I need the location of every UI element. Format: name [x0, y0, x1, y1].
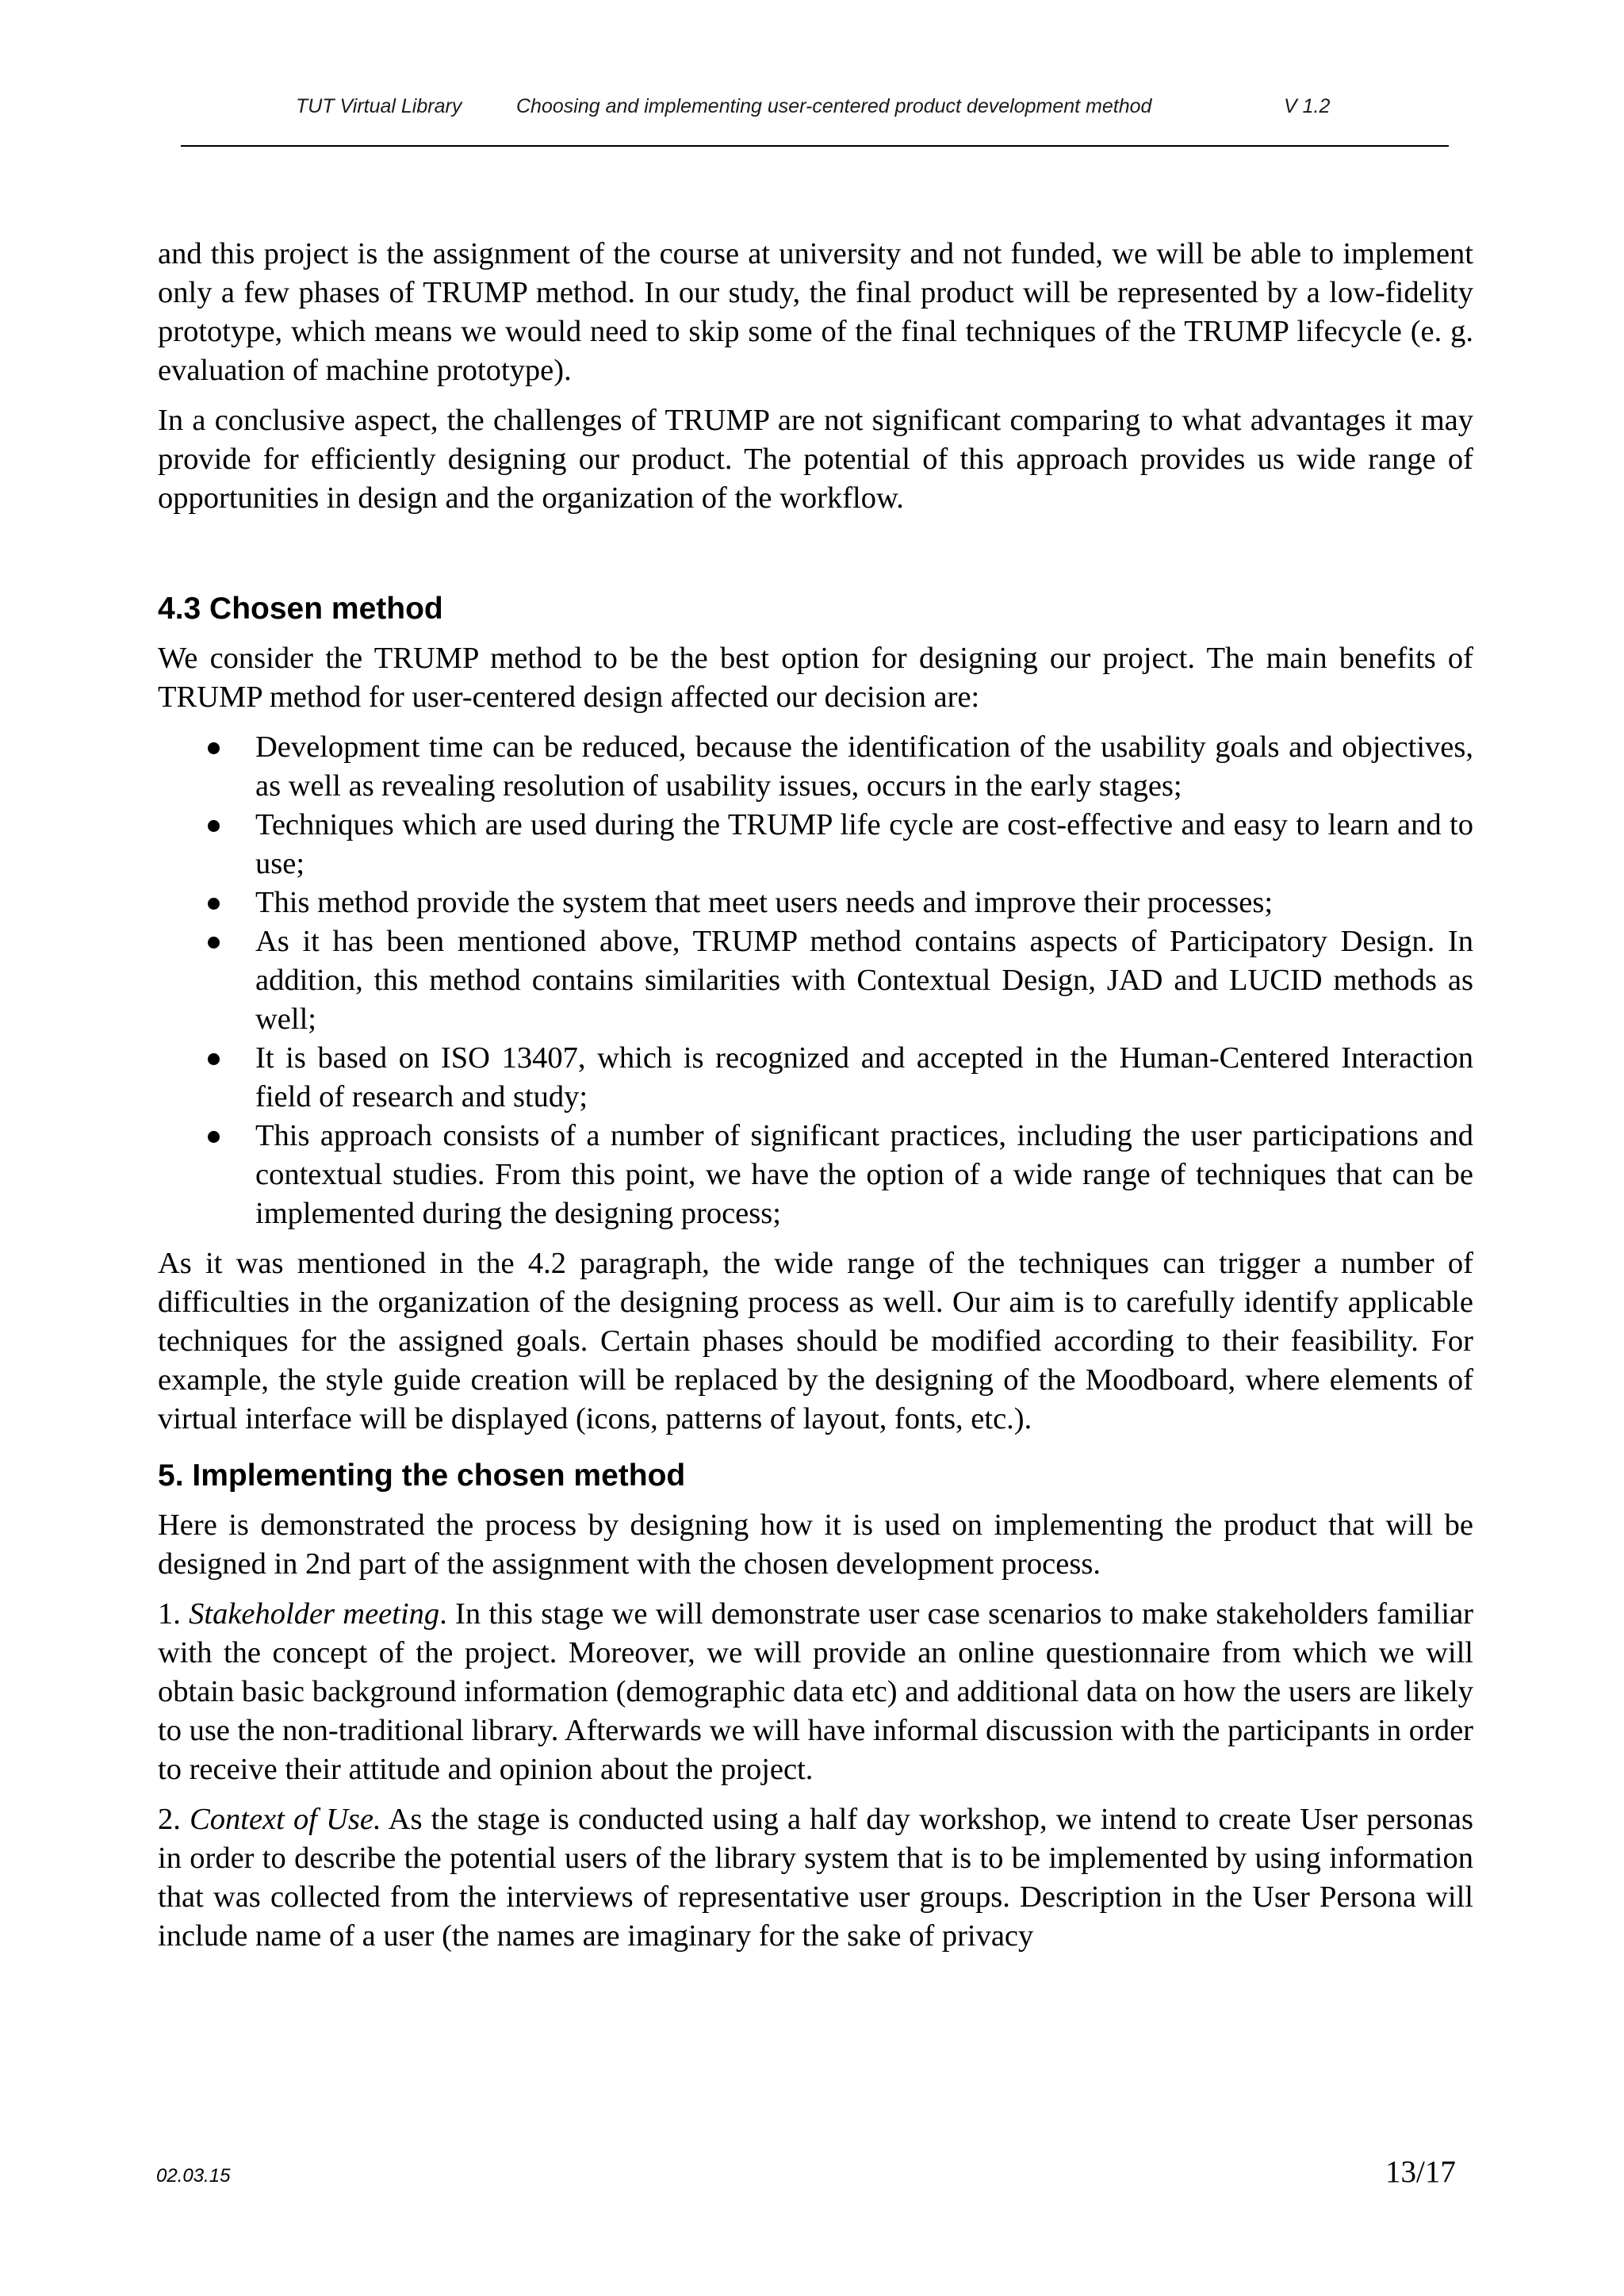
- list-item-text: This approach consists of a number of significant practices, including the user participations and contextual studies. From this point, we have the option of a wide range of techniques that can be implemented during the designing process;: [255, 1119, 1473, 1230]
- page-body: [158, 235, 1473, 1967]
- bullet-icon: [208, 898, 220, 910]
- bullet-icon: [208, 937, 220, 949]
- section-heading-implementing: 5. Implementing the chosen method: [158, 1458, 686, 1493]
- step-title: Context of Use.: [190, 1803, 381, 1836]
- footer-date: 02.03.15: [156, 2165, 231, 2187]
- list-item: [158, 1117, 1473, 1233]
- list-item-text: It is based on ISO 13407, which is recognized and accepted in the Human-Centered Interaction field of research and study;: [255, 1041, 1473, 1114]
- page-number: 13/17: [1385, 2155, 1456, 2189]
- benefits-list: [158, 728, 1473, 1233]
- paragraph-step-stakeholder-meeting: [158, 1595, 1473, 1789]
- list-item: [158, 922, 1473, 1039]
- list-item-text: Development time can be reduced, because the identification of the usability goals and objectives, as well as revealing resolution of usability issues, occurs in the early stages;: [255, 730, 1473, 803]
- step-text: . In this stage we will demonstrate user case scenarios to make stakeholders familiar with the concept of the project. Moreover, we will provide an online questionnaire from which we will obtain basic background information (demographic data etc) and additional data on how the users are likely to use the non-traditional library. Afterwards we will have informal discussion with the participants in order to receive their attitude and opinion about the project.: [158, 1597, 1473, 1786]
- list-item: [158, 728, 1473, 806]
- step-title: Stakeholder meeting: [189, 1597, 440, 1631]
- step-text: As the stage is conducted using a half day workshop, we intend to create User personas in order to describe the potential users of the library system that is to be implemented by using information that was collected from the interviews of representative user groups. Description in the User Persona will include name of a user (the names are imaginary for the sake of privacy: [158, 1803, 1474, 1953]
- step-number: 2.: [158, 1803, 181, 1836]
- list-item-text: As it has been mentioned above, TRUMP method contains aspects of Participatory Design. In addition, this method contains similarities with Contextual Design, JAD and LUCID methods as well;: [255, 925, 1473, 1036]
- header-library-name: TUT Virtual Library: [296, 95, 462, 117]
- list-item: [158, 1039, 1473, 1117]
- list-item: [158, 806, 1473, 884]
- header-document-title: Choosing and implementing user-centered product development method: [516, 95, 1152, 117]
- paragraph-conclusive: In a conclusive aspect, the challenges of TRUMP are not significant comparing to what advantages it may provide for efficiently designing our product. The potential of this approach provides us wide range of opportunities in design and the organization of the workflow.: [158, 404, 1473, 515]
- bullet-icon: [208, 1053, 220, 1065]
- bullet-icon: [208, 1131, 220, 1143]
- bullet-icon: [208, 742, 220, 754]
- paragraph-intro-continued: and this project is the assignment of the course at university and not funded, we will be able to implement only a few phases of TRUMP method. In our study, the final product will be represented by a low-fidelity prototype, which means we would need to skip some of the final techniques of the TRUMP lifecycle (e. g. evaluation of machine prototype).: [158, 237, 1473, 387]
- section-heading-chosen-method: 4.3 Chosen method: [158, 592, 443, 626]
- paragraph-implementing-intro: Here is demonstrated the process by designing how it is used on implementing the product that will be designed in 2nd part of the assignment with the chosen development process.: [158, 1508, 1473, 1581]
- header-divider: [181, 145, 1449, 147]
- list-item-text: Techniques which are used during the TRUMP life cycle are cost-effective and easy to learn and to use;: [255, 808, 1473, 880]
- step-number: 1.: [158, 1597, 181, 1631]
- list-item: [158, 884, 1473, 922]
- paragraph-chosen-method-intro: We consider the TRUMP method to be the best option for designing our project. The main benefits of TRUMP method for user-centered design affected our decision are:: [158, 642, 1473, 714]
- paragraph-step-context-of-use: [158, 1800, 1473, 1956]
- list-item-text: This method provide the system that meet users needs and improve their processes;: [255, 886, 1274, 919]
- paragraph-chosen-method-closing: As it was mentioned in the 4.2 paragraph, the wide range of the techniques can trigger a number of difficulties in the organization of the designing process as well. Our aim is to carefully identify applicable techniques for the assigned goals. Certain phases should be modified according to their feasibility. For example, the style guide creation will be replaced by the designing of the Moodboard, where elements of virtual interface will be displayed (icons, patterns of layout, fonts, etc.).: [158, 1247, 1473, 1435]
- bullet-icon: [208, 820, 220, 832]
- header-version: V 1.2: [1284, 95, 1331, 117]
